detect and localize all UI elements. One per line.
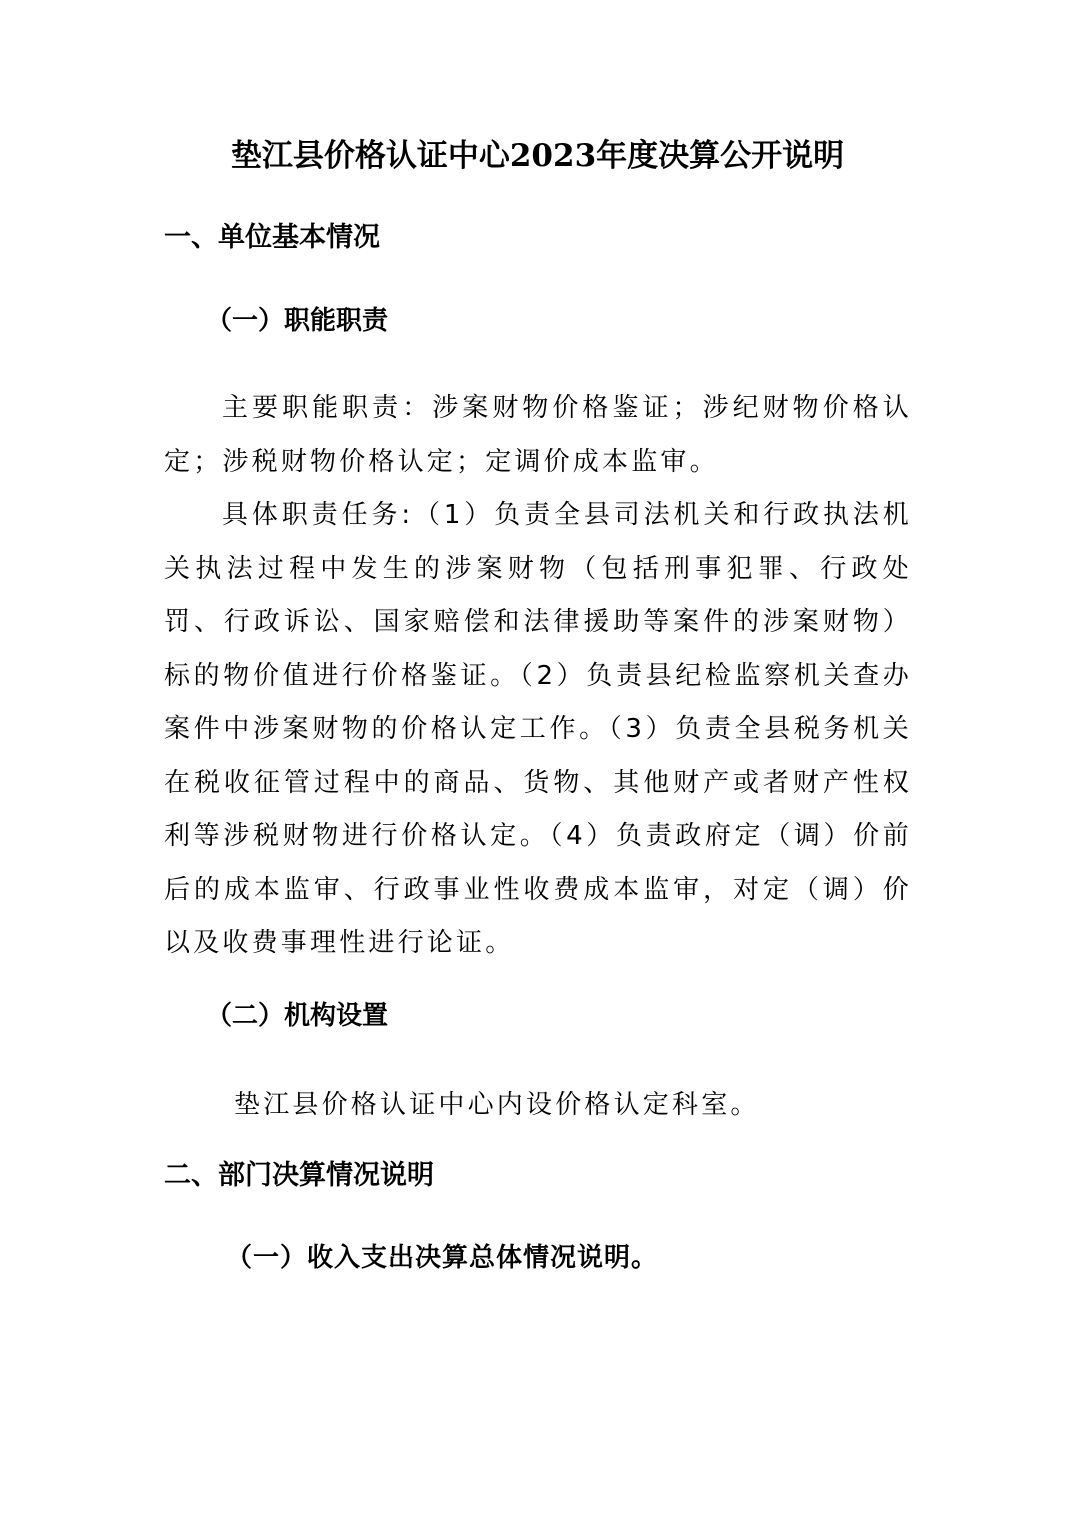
section-heading-basic-info: 一、单位基本情况 [164, 222, 380, 253]
subsection-heading-income-expenditure: （一）收入支出决算总体情况说明。 [226, 1243, 659, 1273]
paragraph-main-functions: 主要职能职责：涉案财物价格鉴证；涉纪财物价格认定；涉税财物价格认定；定调价成本监审。 [164, 393, 912, 477]
paragraph-specific-duties: 具体职责任务:（1）负责全县司法机关和行政执法机关执法过程中发生的涉案财物（包括刑事犯罪、行政处罚、行政诉讼、国家赔偿和法律援助等案件的涉案财物）标的物价值进行价格鉴证。（2）负责县纪检监察机关查办案件中涉案财物的价格认定工作。（3）负责全县税务机关在税收征管过程中的商品、货物、其他财产或者财产性权利等涉税财物进行价格认定。（4）负责政府定（调）价前后的成本监审、行政事业性收费成本监审，对定（调）价以及收费事理性进行论证。 [164, 500, 912, 958]
paragraph-organization: 垫江县价格认证中心内设价格认定科室。 [234, 1090, 760, 1120]
section-heading-final-accounts: 二、部门决算情况说明 [164, 1160, 434, 1191]
document-title: 垫江县价格认证中心2023年度决算公开说明 [230, 138, 845, 174]
subsection-heading-organization: （二）机构设置 [206, 1001, 389, 1031]
subsection-heading-functions: （一）职能职责 [206, 306, 389, 336]
